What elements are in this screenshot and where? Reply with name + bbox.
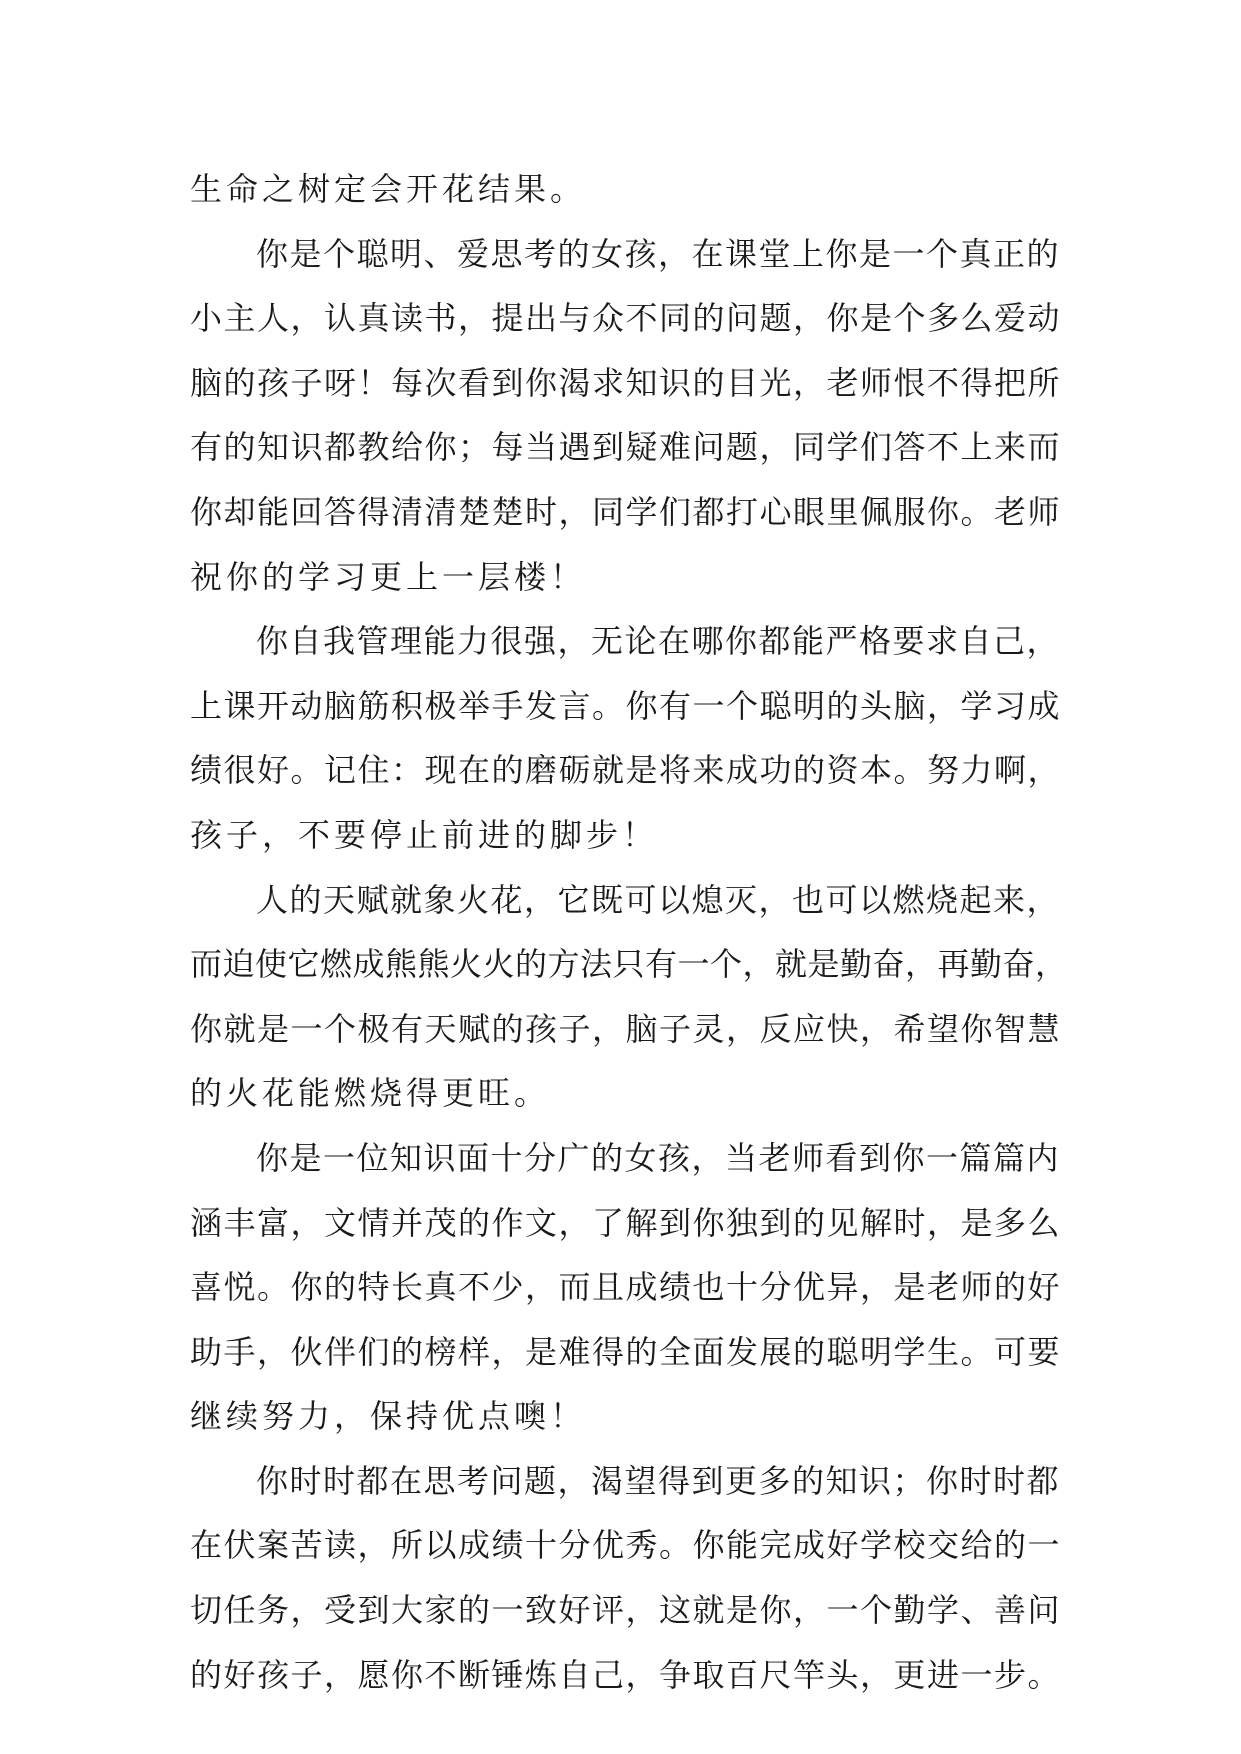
text-line: 你自我管理能力很强，无论在哪你都能严格要求自己， [256, 622, 1061, 661]
text-line: 涵丰富，文情并茂的作文，了解到你独到的见解时，是多么 [190, 1203, 1062, 1242]
text-line: 人的天赋就象火花，它既可以熄灭，也可以燃烧起来， [256, 880, 1061, 919]
text-line: 生命之树定会开花结果。 [190, 170, 587, 208]
text-line: 你是一位知识面十分广的女孩，当老师看到你一篇篇内 [256, 1138, 1061, 1177]
text-line: 切任务，受到大家的一致好评，这就是你，一个勤学、善问 [190, 1591, 1062, 1630]
text-line: 在伏案苦读，所以成绩十分优秀。你能完成好学校交给的一 [190, 1526, 1062, 1565]
text-line: 助手，伙伴们的榜样，是难得的全面发展的聪明学生。可要 [190, 1332, 1062, 1371]
text-line: 小主人，认真读书，提出与众不同的问题，你是个多么爱动 [190, 299, 1062, 338]
document-body [190, 157, 1068, 1707]
text-line: 你时时都在思考问题，渴望得到更多的知识；你时时都 [256, 1461, 1061, 1500]
text-line: 喜悦。你的特长真不少，而且成绩也十分优异，是老师的好 [190, 1268, 1062, 1307]
text-line: 孩子，不要停止前进的脚步！ [190, 815, 659, 854]
text-line: 的好孩子，愿你不断锤炼自己，争取百尺竿头，更进一步。 [190, 1655, 1062, 1694]
text-line: 上课开动脑筋积极举手发言。你有一个聪明的头脑，学习成 [190, 686, 1062, 725]
text-line: 你却能回答得清清楚楚时，同学们都打心眼里佩服你。老师 [190, 492, 1062, 531]
text-line: 继续努力，保持优点噢！ [190, 1397, 587, 1436]
text-line: 祝你的学习更上一层楼！ [190, 557, 587, 596]
text-line: 有的知识都教给你；每当遇到疑难问题，同学们答不上来而 [190, 428, 1062, 467]
text-line: 你是个聪明、爱思考的女孩，在课堂上你是一个真正的 [256, 234, 1061, 273]
text-line: 你就是一个极有天赋的孩子，脑子灵，反应快，希望你智慧 [190, 1009, 1062, 1048]
text-line: 绩很好。记住：现在的磨砺就是将来成功的资本。努力啊， [190, 751, 1062, 790]
text-line: 而迫使它燃成熊熊火火的方法只有一个，就是勤奋，再勤奋， [190, 945, 1068, 984]
text-line: 脑的孩子呀！每次看到你渴求知识的目光，老师恨不得把所 [190, 363, 1062, 402]
text-line: 的火花能燃烧得更旺。 [190, 1074, 551, 1113]
